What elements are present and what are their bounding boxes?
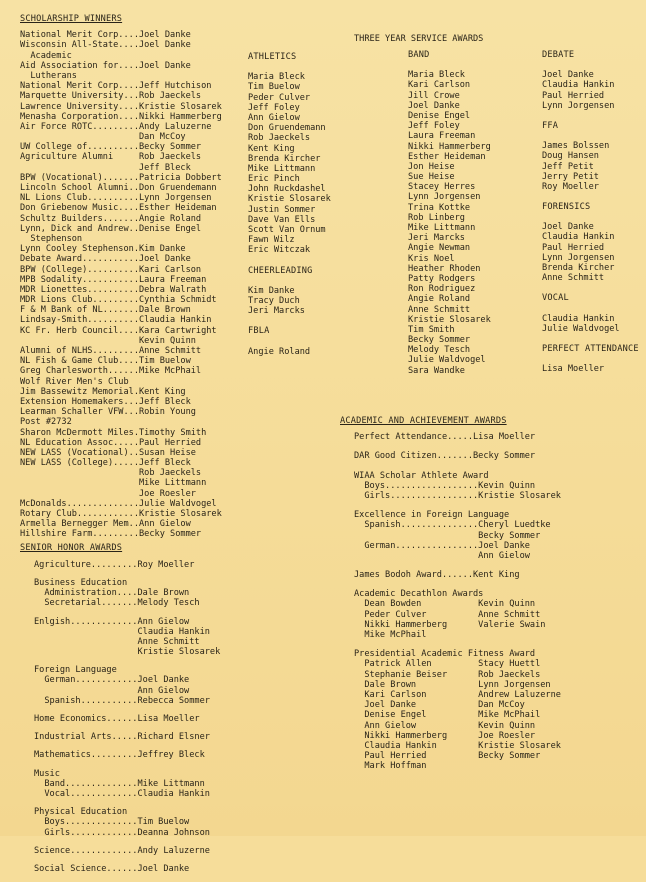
band-name: Ron Rodriguez xyxy=(408,284,476,295)
scholarship-entry: Lawrence University....Kristie Slosarek xyxy=(20,101,222,112)
athletics-name: John Ruckdashel xyxy=(248,184,326,195)
athletics-name: Dave Van Ells xyxy=(248,214,316,225)
ffa-name: Doug Hansen xyxy=(542,151,599,162)
academic-line: Presidential Academic Fitness Award xyxy=(354,649,536,660)
scholarship-entry: Joe Roesler xyxy=(20,488,196,499)
senior-honor-group xyxy=(34,617,245,658)
academic-line: Excellence in Foreign Language xyxy=(354,510,510,521)
forensics-name: Anne Schmitt xyxy=(542,273,605,284)
academic-group xyxy=(354,432,640,442)
vocal-name: Julie Waldvogel xyxy=(542,323,620,334)
academic-line: Academic Decathlon Awards xyxy=(354,589,484,600)
academic-line: Boys..................Kevin Quinn xyxy=(354,480,536,491)
senior-honor-line: Enlgish.............Ann Gielow xyxy=(34,616,190,627)
academic-line: Dale Brown Lynn Jorgensen xyxy=(354,679,551,690)
scholarship-entry: BPW (College)..........Kari Carlson xyxy=(20,264,202,275)
ffa-name: Roy Moeller xyxy=(542,181,599,192)
forensics-heading: FORENSICS xyxy=(542,202,591,213)
band-name: Angie Newman xyxy=(408,243,471,254)
academic-line: WIAA Scholar Athlete Award xyxy=(354,470,489,481)
band-name: Stacey Herres xyxy=(408,182,476,193)
band-name: Sara Wandke xyxy=(408,365,465,376)
band-name: Trina Kottke xyxy=(408,202,471,213)
band-name: Joel Danke xyxy=(408,100,460,111)
forensics-name: Joel Danke xyxy=(542,222,594,233)
band-name: Esther Heideman xyxy=(408,151,486,162)
scholarship-column xyxy=(20,14,245,882)
scholarship-entry: KC Fr. Herb Council....Kara Cartwright xyxy=(20,325,217,336)
senior-honor-line: Kristie Slosarek xyxy=(34,647,221,658)
athletics-name: Kristie Slosarek xyxy=(248,194,331,205)
ffa-name: James Bolssen xyxy=(542,141,610,152)
scholarship-entry: Academic xyxy=(20,50,72,61)
scholarship-entry: Greg Charlesworth......Mike McPhail xyxy=(20,366,202,377)
senior-honor-line: Anne Schmitt xyxy=(34,636,200,647)
senior-honor-line: Spanish...........Rebecca Sommer xyxy=(34,695,210,706)
scholarship-entry: Mike Littmann xyxy=(20,478,207,489)
forensics-name: Paul Herried xyxy=(542,242,605,253)
senior-honor-group xyxy=(34,714,245,724)
senior-honor-line: Ann Gielow xyxy=(34,685,190,696)
senior-honor-group xyxy=(34,732,245,742)
athletics-name: Jeff Foley xyxy=(248,102,300,113)
band-name: Sue Heise xyxy=(408,172,455,183)
athletics-name: Scott Van Ornum xyxy=(248,225,326,236)
scholarship-entry: NL Education Assoc.....Paul Herried xyxy=(20,437,202,448)
senior-honor-line: Industrial Arts.....Richard Elsner xyxy=(34,732,210,743)
scholarship-entry: Post #2732 xyxy=(20,417,72,428)
scholarship-entry: Aid Association for....Joel Danke xyxy=(20,60,191,71)
academic-group xyxy=(354,451,640,461)
senior-honor-line: Physical Education xyxy=(34,807,128,818)
scholarship-entry: Lutherans xyxy=(20,70,77,81)
academic-group xyxy=(354,589,640,640)
senior-honor-group xyxy=(34,578,245,609)
senior-honor-group xyxy=(34,750,245,760)
academic-line: DAR Good Citizen.......Becky Sommer xyxy=(354,451,536,462)
scholarship-entry: Rotary Club............Kristie Slosarek xyxy=(20,509,222,520)
band-name: Kari Carlson xyxy=(408,80,471,91)
scholarship-entry: Lincoln School Alumni..Don Gruendemann xyxy=(20,183,217,194)
scholarship-entry: Extension Homemakers...Jeff Bleck xyxy=(20,396,191,407)
academic-line: Mark Hoffman xyxy=(354,761,427,772)
fbla-list xyxy=(248,347,358,357)
scholarship-entry: Schultz Builders.......Angie Roland xyxy=(20,213,202,224)
athletics-name: Eric Witczak xyxy=(248,245,311,256)
band-name: Mike Littmann xyxy=(408,223,476,234)
band-name: Jon Heise xyxy=(408,161,455,172)
senior-honor-heading: SENIOR HONOR AWARDS xyxy=(20,542,123,553)
academic-line: James Bodoh Award......Kent King xyxy=(354,570,520,581)
band-name: Maria Bleck xyxy=(408,70,465,81)
band-heading: BAND xyxy=(408,50,430,60)
perfect-attendance-list xyxy=(542,364,646,374)
academic-group xyxy=(354,510,640,561)
band-name: Heather Rhoden xyxy=(408,263,481,274)
athletics-name: Kent King xyxy=(248,143,295,154)
senior-honor-line: Administration....Dale Brown xyxy=(34,588,190,599)
academic-line: Ann Gielow xyxy=(354,550,530,561)
scholarship-entry: Sharon McDermott Miles.Timothy Smith xyxy=(20,427,207,438)
debate-name: Lynn Jorgensen xyxy=(542,100,615,111)
band-name: Jill Crowe xyxy=(408,90,460,101)
academic-line: Mike McPhail xyxy=(354,630,427,641)
vocal-heading: VOCAL xyxy=(542,293,569,304)
scholarship-entry: McDonalds..............Julie Waldvogel xyxy=(20,498,217,509)
band-name: Melody Tesch xyxy=(408,345,471,356)
cheerleading-name: Kim Danke xyxy=(248,285,295,296)
academic-line: Denise Engel Mike McPhail xyxy=(354,710,541,721)
academic-line: Spanish...............Cheryl Luedtke xyxy=(354,520,551,531)
academic-line: Paul Herried Becky Sommer xyxy=(354,751,541,762)
academic-line: Dean Bowden Kevin Quinn xyxy=(354,599,536,610)
vocal-list xyxy=(542,314,646,334)
academic-line: Perfect Attendance.....Lisa Moeller xyxy=(354,432,536,443)
athletics-name: Ann Gielow xyxy=(248,112,300,123)
scholarship-entry: Kevin Quinn xyxy=(20,335,196,346)
perfect-attendance-heading: PERFECT ATTENDANCE xyxy=(542,344,639,354)
senior-honor-line: Agriculture.........Roy Moeller xyxy=(34,559,195,570)
scholarship-entry: NL Fish & Game Club....Tim Buelow xyxy=(20,356,191,367)
athletics-name: Fawn Wilz xyxy=(248,235,295,246)
scholarship-entry: Agriculture Alumni Rob Jaeckels xyxy=(20,152,202,163)
scholarship-entry: NEW LASS (Vocational)..Susan Heise xyxy=(20,447,196,458)
scholarship-entry: F & M Bank of NL.......Dale Brown xyxy=(20,305,191,316)
band-name: Denise Engel xyxy=(408,110,471,121)
academic-line: Peder Culver Anne Schmitt xyxy=(354,609,541,620)
vocal-name: Claudia Hankin xyxy=(542,313,615,324)
scholarship-entry: Marquette University...Rob Jaeckels xyxy=(20,91,202,102)
debate-heading: DEBATE xyxy=(542,50,575,60)
scholarship-heading: SCHOLARSHIP WINNERS xyxy=(20,14,123,24)
ffa-list xyxy=(542,141,646,192)
fbla-name: Angie Roland xyxy=(248,346,311,357)
scholarship-entry: Dan McCoy xyxy=(20,132,186,143)
forensics-name: Brenda Kircher xyxy=(542,263,615,274)
academic-line: Becky Sommer xyxy=(354,530,541,541)
senior-honor-group xyxy=(34,769,245,800)
scholarship-entry: Stephenson xyxy=(20,233,83,244)
senior-honor-line: Boys..............Tim Buelow xyxy=(34,817,190,828)
academic-group xyxy=(354,471,640,502)
three-year-heading: THREE YEAR SERVICE AWARDS xyxy=(354,34,484,44)
scholarship-entry: MDR Lions Club.........Cynthia Schmidt xyxy=(20,295,217,306)
scholarship-entry: NL Lions Club..........Lynn Jorgensen xyxy=(20,193,212,204)
scholarship-entry: NEW LASS (College).....Jeff Bleck xyxy=(20,458,191,469)
debate-name: Paul Herried xyxy=(542,90,605,101)
forensics-list xyxy=(542,222,646,283)
senior-honor-group xyxy=(34,807,245,838)
scholarship-entry: National Merit Corp....Joel Danke xyxy=(20,30,191,41)
band-name: Kristie Slosarek xyxy=(408,314,491,325)
scholarship-entry: MPB Sodality...........Laura Freeman xyxy=(20,274,207,285)
band-name: Patty Rodgers xyxy=(408,273,476,284)
athletics-column xyxy=(248,52,358,357)
forensics-name: Lynn Jorgensen xyxy=(542,252,615,263)
senior-honor-line: Girls.............Deanna Johnson xyxy=(34,827,210,838)
debate-name: Claudia Hankin xyxy=(542,80,615,91)
athletics-name: Eric Pinch xyxy=(248,174,300,185)
academic-line: Joel Danke Dan McCoy xyxy=(354,700,525,711)
band-name: Angie Roland xyxy=(408,294,471,305)
band-name: Jeri Marcks xyxy=(408,233,465,244)
senior-honor-line: Band..............Mike Littmann xyxy=(34,778,205,789)
senior-honor-line: Claudia Hankin xyxy=(34,626,210,637)
senior-honor-line: Social Science......Joel Danke xyxy=(34,863,190,874)
senior-honor-line: Home Economics......Lisa Moeller xyxy=(34,714,200,725)
senior-honor-line: Science.............Andy Laluzerne xyxy=(34,845,210,856)
senior-honor-group xyxy=(34,560,245,570)
senior-honor-group xyxy=(34,846,245,856)
ffa-name: Jerry Petit xyxy=(542,171,599,182)
athletics-name: Peder Culver xyxy=(248,92,311,103)
academic-line: Claudia Hankin Kristie Slosarek xyxy=(354,740,561,751)
right-column xyxy=(542,50,646,374)
ffa-heading: FFA xyxy=(542,120,559,131)
debate-list xyxy=(542,70,646,111)
senior-honor-list xyxy=(20,560,245,874)
cheerleading-list xyxy=(248,286,358,317)
athletics-name: Rob Jaeckels xyxy=(248,133,311,144)
scholarship-entry: Menasha Corporation....Nikki Hammerberg xyxy=(20,111,222,122)
band-name: Lynn Jorgensen xyxy=(408,192,481,203)
scholarship-entry: UW College of..........Becky Sommer xyxy=(20,142,202,153)
scholarship-entry: BPW (Vocational).......Patricia Dobbert xyxy=(20,172,222,183)
academic-group xyxy=(354,649,640,771)
athletics-list xyxy=(248,72,358,255)
athletics-name: Justin Sommer xyxy=(248,204,316,215)
senior-honor-line: Foreign Language xyxy=(34,665,117,676)
band-name: Laura Freeman xyxy=(408,131,476,142)
academic-line: German................Joel Danke xyxy=(354,540,530,551)
forensics-name: Claudia Hankin xyxy=(542,232,615,243)
athletics-name: Brenda Kircher xyxy=(248,153,321,164)
scholarship-entry: National Merit Corp....Jeff Hutchison xyxy=(20,81,212,92)
perfect-attendance-name: Lisa Moeller xyxy=(542,364,605,375)
athletics-name: Don Gruendemann xyxy=(248,123,326,134)
senior-honor-line: Business Education xyxy=(34,577,128,588)
band-name: Jeff Foley xyxy=(408,121,460,132)
senior-honor-group xyxy=(34,665,245,706)
scholarship-entry: MDR Lionettes..........Debra Walrath xyxy=(20,284,207,295)
senior-honor-line: Mathematics.........Jeffrey Bleck xyxy=(34,750,205,761)
band-name: Tim Smith xyxy=(408,324,455,335)
scholarship-entry: Learman Schaller VFW...Robin Young xyxy=(20,407,196,418)
band-name: Anne Schmitt xyxy=(408,304,471,315)
band-name: Rob Linberg xyxy=(408,212,465,223)
cheerleading-heading: CHEERLEADING xyxy=(248,265,313,276)
academic-line: Stephanie Beiser Rob Jaeckels xyxy=(354,669,541,680)
scholarship-entry: Alumni of NLHS.........Anne Schmitt xyxy=(20,346,202,357)
scholarship-entry: Lynn Cooley Stephenson.Kim Danke xyxy=(20,244,186,255)
scholarship-entry: Debate Award...........Joel Danke xyxy=(20,254,191,265)
scholarship-entry: Jim Bassewitz Memorial.Kent King xyxy=(20,386,186,397)
senior-honor-line: Secretarial.......Melody Tesch xyxy=(34,598,200,609)
band-name: Kris Noel xyxy=(408,253,455,264)
scholarship-entry: Armella Bernegger Mem..Ann Gielow xyxy=(20,519,191,530)
academic-line: Ann Gielow Kevin Quinn xyxy=(354,720,536,731)
academic-line: Kari Carlson Andrew Laluzerne xyxy=(354,689,561,700)
cheerleading-name: Jeri Marcks xyxy=(248,306,305,317)
cheerleading-name: Tracy Duch xyxy=(248,295,300,306)
academic-line: Girls.................Kristie Slosarek xyxy=(354,490,561,501)
band-name: Becky Sommer xyxy=(408,335,471,346)
scholarship-entry: Don Griebenow Music....Esther Heideman xyxy=(20,203,217,214)
academic-line: Nikki Hammerberg Joe Roesler xyxy=(354,730,536,741)
senior-honor-line: Vocal.............Claudia Hankin xyxy=(34,788,210,799)
scholarship-entry: Hillshire Farm.........Becky Sommer xyxy=(20,529,202,540)
scholarship-entry: Air Force ROTC.........Andy Laluzerne xyxy=(20,121,212,132)
academic-list xyxy=(340,432,640,771)
scholarship-list xyxy=(20,30,245,539)
athletics-name: Maria Bleck xyxy=(248,72,305,83)
athletics-name: Mike Littmann xyxy=(248,163,316,174)
academic-line: Nikki Hammerberg Valerie Swain xyxy=(354,619,546,630)
academic-group xyxy=(354,570,640,580)
band-column xyxy=(408,50,528,376)
scholarship-entry: Jeff Bleck xyxy=(20,162,191,173)
academic-line: Patrick Allen Stacy Huettl xyxy=(354,659,541,670)
senior-honor-group xyxy=(34,864,245,874)
fbla-heading: FBLA xyxy=(248,326,270,337)
senior-honor-line: Music xyxy=(34,768,60,779)
scholarship-entry: Rob Jaeckels xyxy=(20,468,202,479)
scholarship-entry: Lynn, Dick and Andrew..Denise Engel xyxy=(20,223,202,234)
senior-honor-line: German............Joel Danke xyxy=(34,675,190,686)
academic-column xyxy=(340,416,640,780)
band-name: Nikki Hammerberg xyxy=(408,141,491,152)
athletics-name: Tim Buelow xyxy=(248,82,300,93)
scholarship-entry: Wisconsin All-State....Joel Danke xyxy=(20,40,191,51)
ffa-name: Jeff Petit xyxy=(542,161,594,172)
scholarship-entry: Wolf River Men's Club xyxy=(20,376,129,387)
band-name: Julie Waldvogel xyxy=(408,355,486,366)
debate-name: Joel Danke xyxy=(542,70,594,81)
scholarship-entry: Lindsay-Smith..........Claudia Hankin xyxy=(20,315,212,326)
athletics-heading: ATHLETICS xyxy=(248,52,297,62)
academic-heading: ACADEMIC AND ACHIEVEMENT AWARDS xyxy=(340,416,507,426)
band-list xyxy=(408,70,528,376)
